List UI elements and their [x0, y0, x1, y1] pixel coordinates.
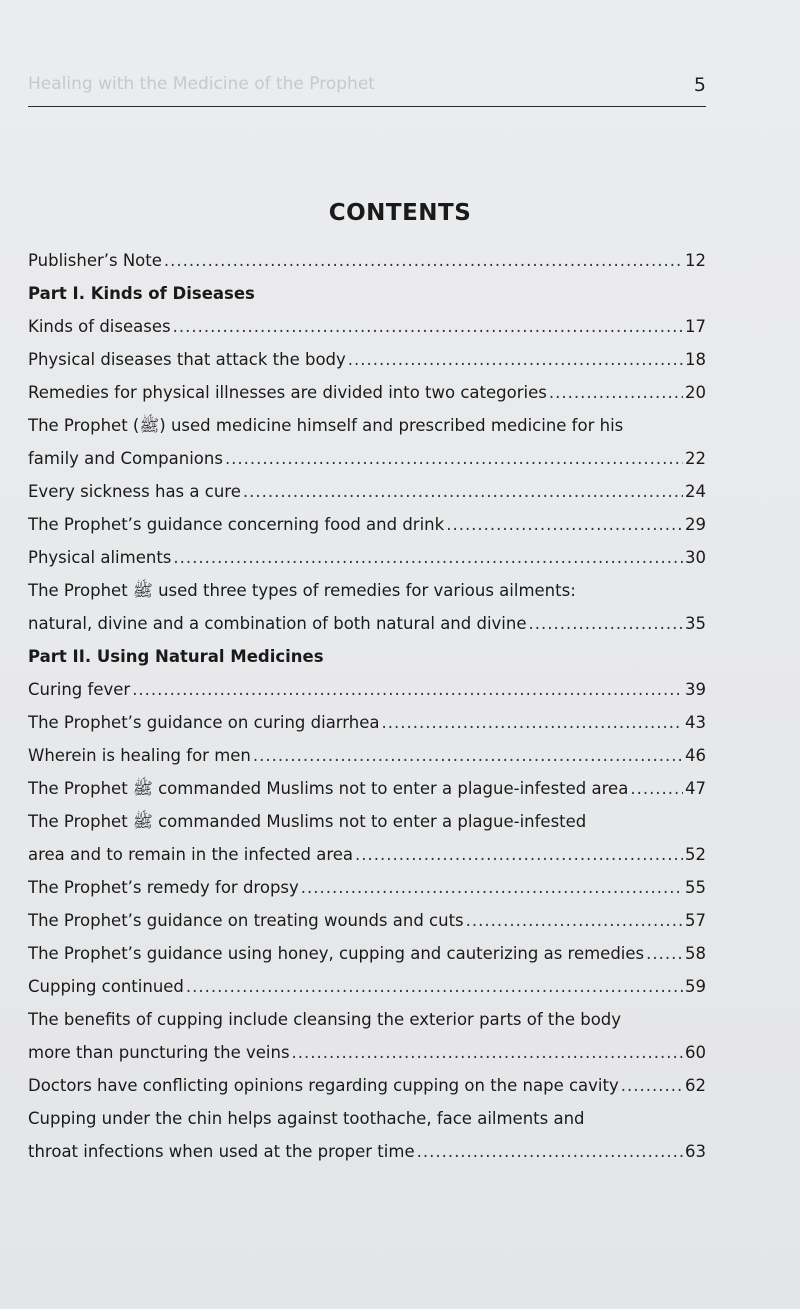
toc-entry-page: 18: [685, 350, 706, 369]
dot-leader: [621, 1069, 683, 1102]
dot-leader: [382, 706, 683, 739]
dot-leader: [243, 475, 683, 508]
toc-entry-title: Physical diseases that attack the body: [28, 350, 346, 369]
toc-entry: [28, 871, 706, 904]
toc-entry-line: [28, 805, 706, 838]
toc-entry: [28, 706, 706, 739]
toc-entry: [28, 343, 706, 376]
toc-entry-title: throat infections when used at the proper time: [28, 1142, 415, 1161]
toc-entry-page: 20: [685, 383, 706, 402]
toc-entry: [28, 376, 706, 409]
page-header: [28, 66, 706, 106]
toc-entry-page: 52: [685, 845, 706, 864]
dot-leader: [446, 508, 683, 541]
toc-entry-title: Cupping under the chin helps against toothache, face ailments and: [28, 1109, 585, 1128]
toc-entry-title: Publisher’s Note: [28, 251, 162, 270]
toc-entry-title: Curing fever: [28, 680, 131, 699]
toc-entry-page: 47: [685, 779, 706, 798]
toc-entry-title: The Prophet ﷺ commanded Muslims not to enter a plague-infested: [28, 812, 587, 831]
toc-entry: [28, 310, 706, 343]
toc-entry-page: 57: [685, 911, 706, 930]
toc-entry: [28, 772, 706, 805]
dot-leader: [173, 310, 683, 343]
toc-entry: [28, 937, 706, 970]
toc-entry-title: Remedies for physical illnesses are divided into two categories: [28, 383, 547, 402]
toc-entry: [28, 475, 706, 508]
dot-leader: [132, 673, 683, 706]
toc-entry-title: The Prophet ﷺ commanded Muslims not to enter a plague-infested area: [28, 779, 629, 798]
dot-leader: [417, 1135, 683, 1168]
toc-entry: [28, 541, 706, 574]
toc-entry: [28, 607, 706, 640]
page-title: CONTENTS: [328, 200, 472, 226]
dot-leader: [466, 904, 683, 937]
dot-leader: [173, 541, 683, 574]
dot-leader: [646, 937, 683, 970]
toc-entry-page: 43: [685, 713, 706, 732]
toc-entry: [28, 838, 706, 871]
toc-entry-title: Wherein is healing for men: [28, 746, 251, 765]
toc-entry-title: more than puncturing the veins: [28, 1043, 290, 1062]
running-head: Healing with the Medicine of the Prophet: [28, 74, 375, 94]
toc-entry-title: The Prophet’s remedy for dropsy: [28, 878, 299, 897]
toc-entry: [28, 508, 706, 541]
dot-leader: [549, 376, 683, 409]
dot-leader: [164, 244, 683, 277]
toc-entry: [28, 904, 706, 937]
toc-entry-page: 46: [685, 746, 706, 765]
toc-entry-page: 29: [685, 515, 706, 534]
dot-leader: [529, 607, 684, 640]
toc-entry-page: 63: [685, 1142, 706, 1161]
toc-entry-page: 60: [685, 1043, 706, 1062]
toc-entry-line: [28, 1003, 706, 1036]
toc-entry-page: 12: [685, 251, 706, 270]
toc-entry-title: The Prophet’s guidance on curing diarrhea: [28, 713, 380, 732]
toc-entry-page: 59: [685, 977, 706, 996]
toc-entry-title: Cupping continued: [28, 977, 184, 996]
toc-entry-page: 17: [685, 317, 706, 336]
dot-leader: [292, 1036, 683, 1069]
dot-leader: [253, 739, 683, 772]
toc-entry-title: natural, divine and a combination of both natural and divine: [28, 614, 527, 633]
toc-entry: [28, 739, 706, 772]
table-of-contents: [28, 244, 706, 1168]
toc-entry: [28, 673, 706, 706]
toc-entry-title: Kinds of diseases: [28, 317, 171, 336]
toc-entry-page: 55: [685, 878, 706, 897]
toc-entry-title: The Prophet (ﷺ) used medicine himself and prescribed medicine for his: [28, 416, 624, 435]
toc-entry-page: 35: [685, 614, 706, 633]
dot-leader: [348, 343, 683, 376]
toc-entry-page: 24: [685, 482, 706, 501]
toc-entry-title: area and to remain in the infected area: [28, 845, 353, 864]
toc-entry-page: 30: [685, 548, 706, 567]
toc-entry-page: 39: [685, 680, 706, 699]
toc-entry-title: Doctors have conflicting opinions regarding cupping on the nape cavity: [28, 1076, 619, 1095]
toc-entry-title: Physical aliments: [28, 548, 172, 567]
dot-leader: [301, 871, 683, 904]
toc-entry-page: 62: [685, 1076, 706, 1095]
toc-entry-title: family and Companions: [28, 449, 223, 468]
page-number: 5: [693, 74, 706, 96]
toc-entry-title: The benefits of cupping include cleansing the exterior parts of the body: [28, 1010, 622, 1029]
toc-entry-title: The Prophet ﷺ used three types of remedies for various ailments:: [28, 581, 576, 600]
toc-entry: [28, 442, 706, 475]
dot-leader: [186, 970, 683, 1003]
toc-entry-line: [28, 409, 706, 442]
toc-entry-title: The Prophet’s guidance concerning food and drink: [28, 515, 445, 534]
toc-entry: [28, 1069, 706, 1102]
toc-entry-page: 58: [685, 944, 706, 963]
toc-entry-title: The Prophet’s guidance on treating wounds and cuts: [28, 911, 464, 930]
toc-part-heading: Part II. Using Natural Medicines: [28, 647, 324, 666]
toc-entry-line: [28, 574, 706, 607]
toc-entry: [28, 1036, 706, 1069]
toc-entry-title: Every sickness has a cure: [28, 482, 241, 501]
toc-entry: [28, 244, 706, 277]
toc-entry: [28, 1135, 706, 1168]
dot-leader: [630, 772, 683, 805]
dot-leader: [225, 442, 683, 475]
toc-part-heading: Part I. Kinds of Diseases: [28, 284, 255, 303]
toc-entry: [28, 970, 706, 1003]
toc-entry-page: 22: [685, 449, 706, 468]
toc-entry-line: [28, 1102, 706, 1135]
header-rule: [28, 106, 706, 107]
toc-entry-title: The Prophet’s guidance using honey, cupping and cauterizing as remedies: [28, 944, 645, 963]
dot-leader: [355, 838, 683, 871]
